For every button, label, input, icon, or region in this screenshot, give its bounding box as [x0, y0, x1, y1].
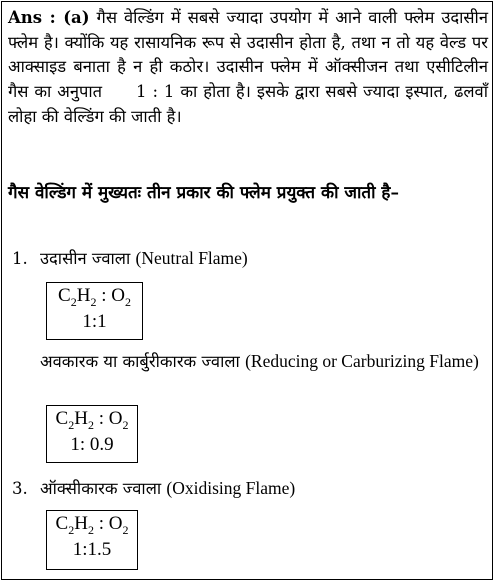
- formula: $C_2H_2$ : $O_2$: [58, 285, 131, 309]
- answer-ratio: 1 : 1: [136, 82, 175, 102]
- item-english: (Neutral Flame): [135, 248, 248, 268]
- answer-text-1: गैस वेल्डिंग में सबसे ज्यादा उपयोग में आने वाली फ्लेम उदासीन फ्लेम है। क्योंकि यह रासायनिक रूप से उदासीन होता है, तथा न तो यह वेल्ड पर आक्साइड बनाता है न ही कठोर। उदासीन फ्लेम में ऑक्सीजन तथा एसीटिलीन गैस का अनुपात: [8, 8, 488, 102]
- ratio-value: 1:1: [82, 311, 107, 332]
- ratio-box-neutral: [46, 282, 143, 340]
- item-number: 3.: [12, 479, 28, 498]
- ratio-value: 1: 0.9: [70, 434, 114, 455]
- answer-paragraph: [8, 6, 488, 130]
- item-english: (Oxidising Flame): [166, 478, 296, 498]
- item-hindi: अवकारक या कार्बुरीकारक ज्वाला: [40, 352, 240, 371]
- formula: $C_2H_2$ : $O_2$: [55, 408, 129, 432]
- item-english: (Reducing or Carburizing Flame): [245, 351, 479, 371]
- ratio-box-reducing: [46, 405, 138, 463]
- answer-box: [1, 1, 493, 580]
- answer-text-2: का होता है। इसके द्वारा सबसे ज्यादा इस्पात, ढलवाँ लोहा की वेल्डिंग की जाती है।: [8, 82, 488, 126]
- flame-types-heading: गैस वेल्डिंग में मुख्यतः तीन प्रकार की फ्लेम प्रयुक्त की जाती है–: [8, 183, 399, 203]
- item-hindi: ऑक्सीकारक ज्वाला: [40, 479, 162, 498]
- ratio-box-oxidising: [46, 510, 138, 570]
- flame-item-neutral: [12, 246, 488, 271]
- formula: $C_2H_2$ : $O_2$: [55, 513, 129, 537]
- item-hindi: उदासीन ज्वाला: [40, 249, 131, 268]
- item-number: [12, 350, 40, 374]
- answer-label: Ans : (a): [8, 8, 90, 27]
- ratio-value: 1:1.5: [72, 539, 112, 560]
- flame-item-oxidising: [12, 476, 488, 501]
- item-number: 1.: [12, 249, 28, 268]
- flame-item-reducing: [12, 349, 496, 374]
